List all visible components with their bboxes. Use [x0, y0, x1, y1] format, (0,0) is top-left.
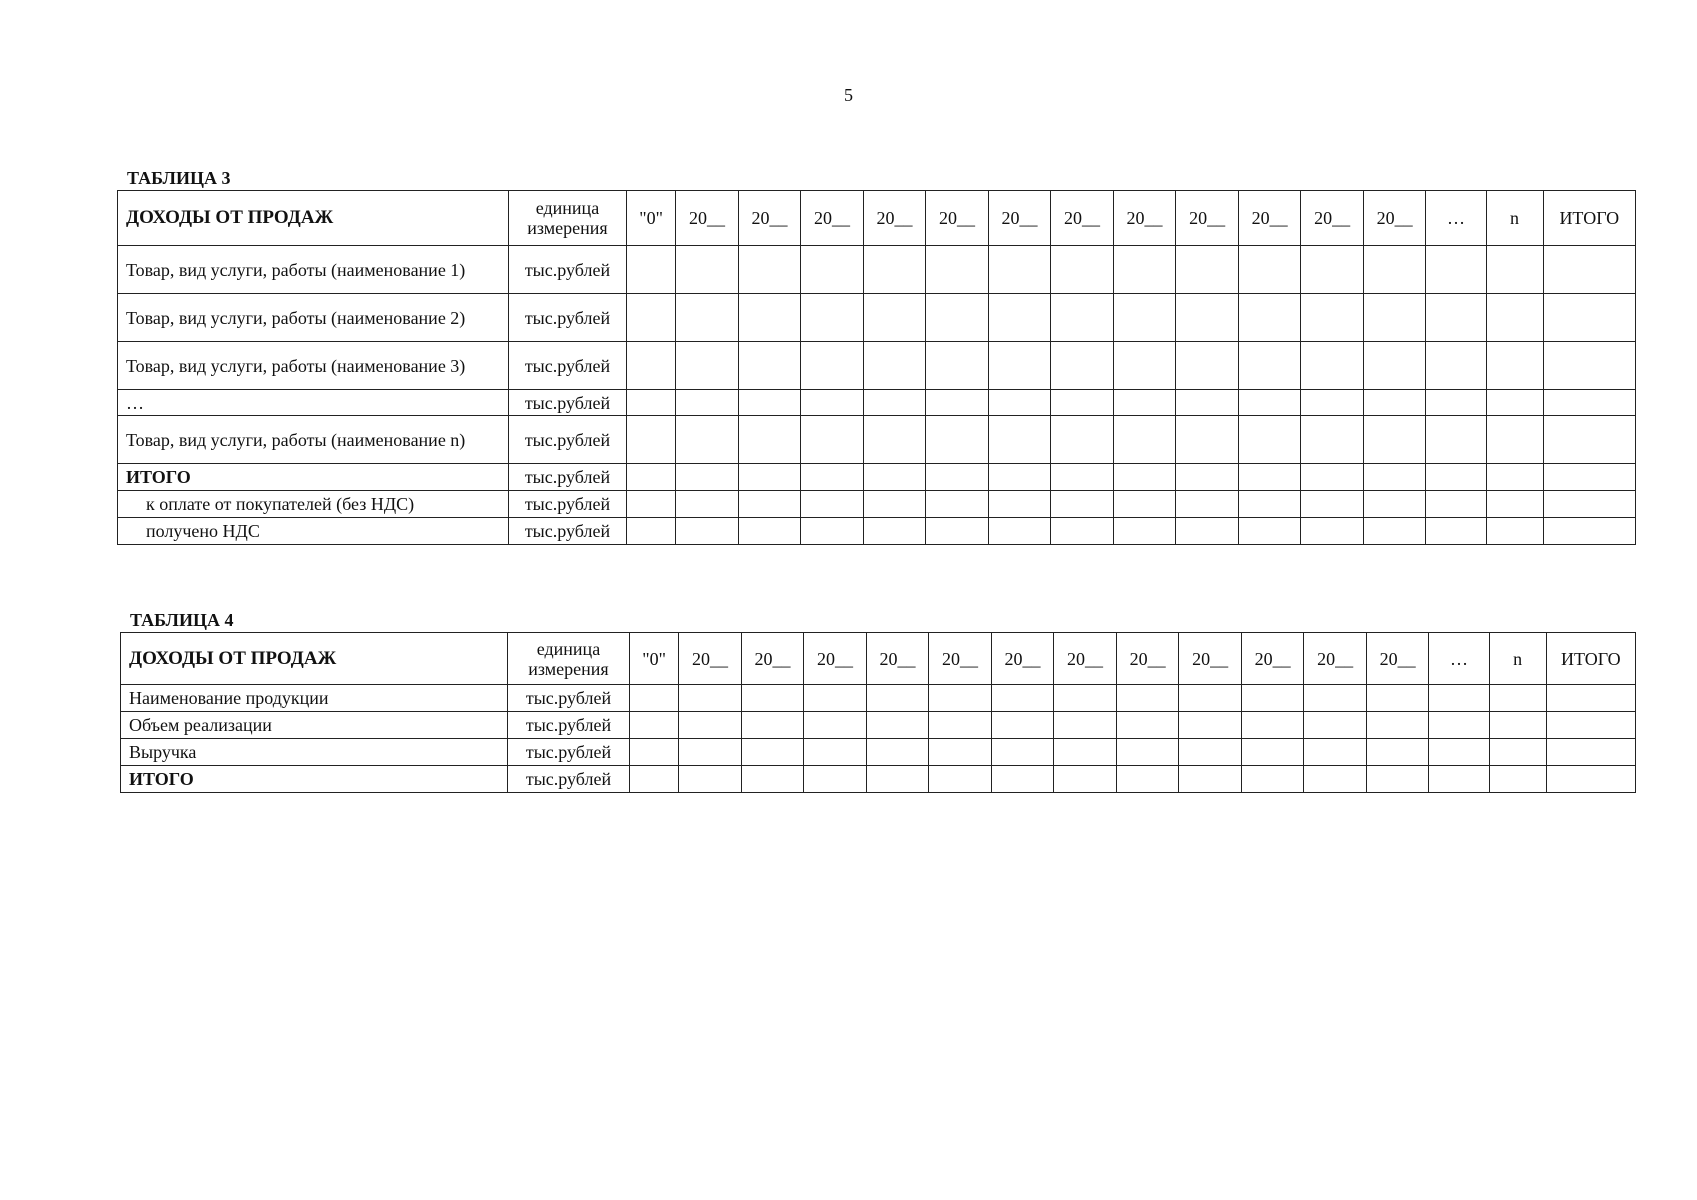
row-name: ИТОГО	[121, 766, 508, 793]
header-period: 20__	[1051, 191, 1114, 246]
table-row	[118, 342, 1636, 390]
table-row-total	[121, 766, 1636, 793]
row-name: …	[118, 390, 509, 416]
header-period: 20__	[1176, 191, 1239, 246]
header-period: 20__	[1301, 191, 1364, 246]
table-4-title: ТАБЛИЦА 4	[130, 610, 234, 630]
header-period: 20__	[1238, 191, 1301, 246]
row-name: Товар, вид услуги, работы (наименование 3)	[118, 342, 509, 390]
page-number: 5	[844, 85, 853, 105]
table-row	[118, 518, 1636, 545]
header-unit: единица измерения	[508, 191, 626, 246]
row-unit: тыс.рублей	[507, 766, 629, 793]
header-unit: единица измерения	[507, 633, 629, 685]
table-row	[118, 416, 1636, 464]
header-period: 20__	[1054, 633, 1117, 685]
header-period: 20__	[991, 633, 1054, 685]
table-4-header-row	[121, 633, 1636, 685]
header-total: ИТОГО	[1543, 191, 1635, 246]
row-unit: тыс.рублей	[507, 685, 629, 712]
row-unit: тыс.рублей	[508, 491, 626, 518]
row-unit: тыс.рублей	[507, 712, 629, 739]
row-unit: тыс.рублей	[508, 464, 626, 491]
table-4	[120, 632, 1636, 793]
row-name: Выручка	[121, 739, 508, 766]
row-name: Товар, вид услуги, работы (наименование 1)	[118, 246, 509, 294]
header-period: 20__	[1366, 633, 1429, 685]
row-unit: тыс.рублей	[507, 739, 629, 766]
table-row	[118, 246, 1636, 294]
row-unit: тыс.рублей	[508, 294, 626, 342]
header-period: 20__	[926, 191, 989, 246]
header-period: 20__	[1363, 191, 1426, 246]
header-period: 20__	[1179, 633, 1242, 685]
header-period: n	[1486, 191, 1543, 246]
row-name: к оплате от покупателей (без НДС)	[118, 491, 509, 518]
row-name: Товар, вид услуги, работы (наименование 2)	[118, 294, 509, 342]
header-period: 20__	[1304, 633, 1367, 685]
table-row	[121, 685, 1636, 712]
header-period: 20__	[679, 633, 742, 685]
row-name: Товар, вид услуги, работы (наименование n)	[118, 416, 509, 464]
row-name: Объем реализации	[121, 712, 508, 739]
row-unit: тыс.рублей	[508, 416, 626, 464]
header-period: 20__	[988, 191, 1051, 246]
row-unit: тыс.рублей	[508, 518, 626, 545]
row-unit: тыс.рублей	[508, 342, 626, 390]
header-period: "0"	[627, 191, 676, 246]
header-total: ИТОГО	[1546, 633, 1635, 685]
header-period: 20__	[866, 633, 929, 685]
header-period: 20__	[738, 191, 801, 246]
table-3-title: ТАБЛИЦА 3	[127, 168, 231, 188]
table-row	[118, 390, 1636, 416]
row-name: ИТОГО	[118, 464, 509, 491]
table-row	[118, 491, 1636, 518]
header-period: 20__	[801, 191, 864, 246]
header-period: 20__	[804, 633, 867, 685]
table-row	[121, 712, 1636, 739]
header-period: …	[1429, 633, 1489, 685]
table-row-total	[118, 464, 1636, 491]
row-name: получено НДС	[118, 518, 509, 545]
table-3-header-row	[118, 191, 1636, 246]
header-name: ДОХОДЫ ОТ ПРОДАЖ	[121, 633, 508, 685]
header-period: 20__	[741, 633, 804, 685]
table-row	[118, 294, 1636, 342]
header-period: 20__	[1241, 633, 1304, 685]
header-name: ДОХОДЫ ОТ ПРОДАЖ	[118, 191, 509, 246]
table-row	[121, 739, 1636, 766]
row-name: Наименование продукции	[121, 685, 508, 712]
header-period: 20__	[1116, 633, 1179, 685]
header-period: 20__	[863, 191, 926, 246]
header-period: 20__	[929, 633, 992, 685]
row-unit: тыс.рублей	[508, 246, 626, 294]
header-period: "0"	[630, 633, 679, 685]
header-period: n	[1489, 633, 1546, 685]
table-3	[117, 190, 1636, 545]
header-period: 20__	[676, 191, 739, 246]
row-unit: тыс.рублей	[508, 390, 626, 416]
header-period: …	[1426, 191, 1486, 246]
header-period: 20__	[1113, 191, 1176, 246]
